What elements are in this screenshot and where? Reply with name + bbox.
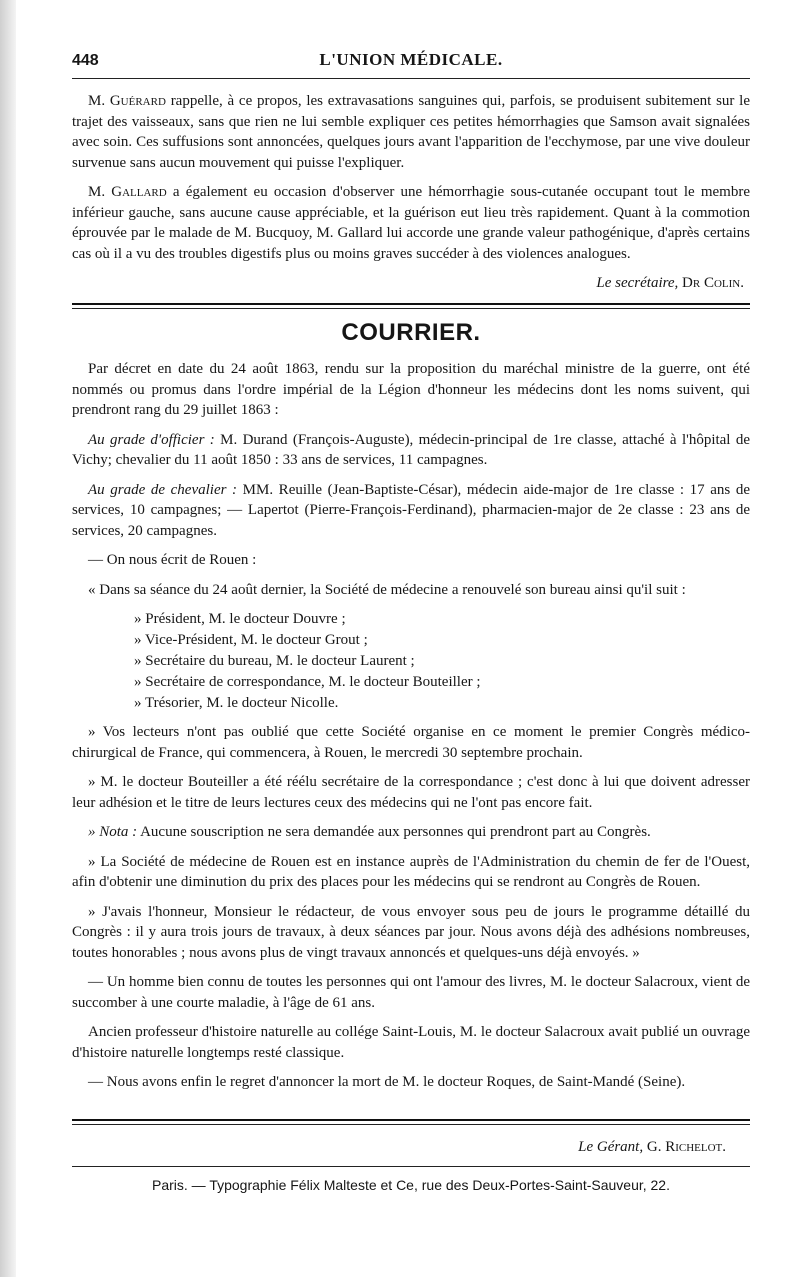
printer-imprint: Paris. — Typographie Félix Malteste et Ce, rue des Deux-Portes-Saint-Sauveur, 22. xyxy=(152,1176,670,1193)
list-item: » Secrétaire du bureau, M. le docteur Laurent ; xyxy=(134,653,415,669)
chevalier-grade-text: MM. Reuille (Jean-Baptiste-César), médecin aide-major de 1re classe : 17 ans de services, 10 campagnes; — Lapertot (Pierre-François-Ferdinand), pharmacien-major de 2e classe : 23 ans de services, 20 campagnes. xyxy=(72,481,750,539)
officer-grade-text: M. Durand (François-Auguste), médecin-principal de 1re classe, attaché à l'hôpital de Vichy; chevalier du 11 août 1850 : 33 ans de services, 11 campagnes. xyxy=(72,431,750,468)
list-item: » Secrétaire de correspondance, M. le docteur Bouteiller ; xyxy=(134,674,481,690)
roques-death-paragraph: — Nous avons enfin le regret d'annoncer la mort de M. le docteur Roques, de Saint-Mandé (Seine). xyxy=(88,1074,686,1090)
minutes-paragraph-guerard xyxy=(72,91,750,173)
minutes-text-guerard: rappelle, à ce propos, les extravasations sanguines qui, parfois, se produisent subitement sur le trajet des vaisseaux, sans que rien ne lui semble expliquer ces petites hémorrhagies que Samson avait signalées avec soin. Ces suffusions sont annoncées, quelques jours avant l'apparition de l'ecchymose, par une vive douleur survenue sans aucun mouvement qui puisse l'expliquer. xyxy=(72,93,750,171)
list-item: » Vice-Président, M. le docteur Grout ; xyxy=(134,632,368,648)
list-item: » Président, M. le docteur Douvre ; xyxy=(134,611,346,627)
officer-grade-label: Au grade d'officier : xyxy=(88,431,215,448)
signature-role: Le secrétaire, xyxy=(596,275,679,291)
nota-paragraph xyxy=(72,822,750,843)
gerant-label: Le Gérant, xyxy=(578,1138,644,1155)
minutes-paragraph-gallard xyxy=(72,182,750,264)
rouen-intro: — On nous écrit de Rouen : xyxy=(88,552,257,568)
courrier-section xyxy=(72,319,750,1093)
society-minutes xyxy=(72,91,750,293)
gerant-signature xyxy=(72,1139,726,1156)
program-paragraph: » J'avais l'honneur, Monsieur le rédacteur, de vous envoyer sous peu de jours le programme détaillé du Congrès : il y aura trois jours de travaux, à deux séances par jour. Nous avons déjà des adhésions nombreuses, toutes honorables ; nous avons plus de vingt travaux annoncés et quelques-uns déjà envoyés. » xyxy=(72,903,750,961)
footer-rule-second xyxy=(72,1124,750,1125)
courrier-title: COURRIER. xyxy=(341,319,481,346)
footer-rule-top xyxy=(72,1119,750,1121)
congress-paragraph: » Vos lecteurs n'ont pas oublié que cette Société organise en ce moment le premier Congrès médico-chirurgical de France, qui commencera, à Rouen, le mercredi 30 septembre prochain. xyxy=(72,724,750,761)
speaker-gallard: M. Gallard xyxy=(88,184,167,200)
minutes-text-gallard: a également eu occasion d'observer une hémorrhagie sous-cutanée occupant tout le membre inférieur gauche, sans aucune cause appréciable, et la guérison eut lieu très rapidement. Quant à la commotion éprouvée par le malade de M. Bucquoy, M. Gallard lui accorde une grande valeur pathogénique, d'après certains cas où il a vu des troubles digestifs plus ou moins graves succéder à des violences analogues. xyxy=(72,184,750,262)
nota-text: Aucune souscription ne sera demandée aux personnes qui prendront part au Congrès. xyxy=(137,824,651,840)
nota-label: » Nota : xyxy=(88,824,138,840)
bouteiller-paragraph: » M. le docteur Bouteiller a été réélu secrétaire de la correspondance ; c'est donc à lui que doivent adresser leur adhésion et le titre de leurs lectures ceux des médecins qui ne l'ont pas encore fait. xyxy=(72,774,750,811)
running-head xyxy=(72,44,750,78)
secretary-signature xyxy=(72,273,744,293)
gerant-name: G. Richelot. xyxy=(646,1138,726,1155)
chevalier-grade-paragraph xyxy=(72,480,750,542)
page-number: 448 xyxy=(72,52,99,69)
rouen-letter-opening: « Dans sa séance du 24 août dernier, la Société de médecine a renouvelé son bureau ainsi qu'il suit : xyxy=(88,581,686,598)
decree-paragraph: Par décret en date du 24 août 1863, rendu sur la proposition du maréchal ministre de la guerre, ont été nommés ou promus dans l'ordre impérial de la Légion d'honneur les médecins dont les noms suivent, qui prendront rang du 29 juillet 1863 : xyxy=(72,361,750,418)
salacroux-bio-paragraph: Ancien professeur d'histoire naturelle au collége Saint-Louis, M. le docteur Salacroux avait publié un ouvrage d'histoire naturelle longtemps resté classique. xyxy=(72,1024,750,1061)
section-rule-top xyxy=(72,303,750,305)
railway-paragraph: » La Société de médecine de Rouen est en instance auprès de l'Administration du chemin de fer de l'Ouest, afin d'obtenir une diminution du prix des places pour les médecins qui se rendront au Congrès de Rouen. xyxy=(72,853,750,890)
salacroux-death-paragraph: — Un homme bien connu de toutes les personnes qui ont l'amour des livres, M. le docteur Salacroux, vient de succomber à une courte maladie, à l'âge de 61 ans. xyxy=(72,974,750,1011)
chevalier-grade-label: Au grade de chevalier : xyxy=(88,481,238,498)
journal-title: L'UNION MÉDICALE. xyxy=(319,50,503,69)
list-item: » Trésorier, M. le docteur Nicolle. xyxy=(134,695,339,711)
officer-grade-paragraph xyxy=(72,430,750,471)
society-officers-list xyxy=(134,609,750,714)
footer-rules xyxy=(72,1119,750,1125)
signature-name: Dr Colin. xyxy=(682,275,744,291)
page-gutter-shadow xyxy=(0,0,16,1277)
speaker-guerard: M. Guérard xyxy=(88,93,166,109)
section-rule-bottom xyxy=(72,308,750,309)
header-rule xyxy=(72,78,750,79)
imprint-rule xyxy=(72,1166,750,1167)
